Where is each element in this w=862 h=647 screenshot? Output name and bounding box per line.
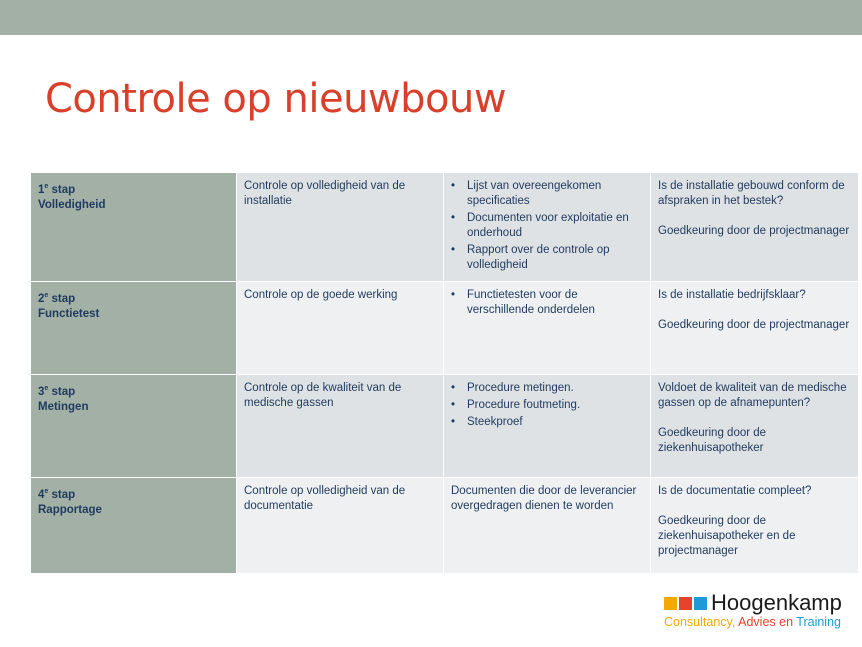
question-cell	[651, 478, 859, 574]
step-cell	[31, 478, 237, 574]
items-cell	[444, 173, 651, 282]
slide-title: Controle op nieuwbouw	[45, 76, 507, 122]
list-item: • Procedure foutmeting.	[451, 398, 643, 413]
logo-square-red	[679, 597, 692, 610]
company-logo	[664, 590, 842, 616]
question-text: Voldoet de kwaliteit van de medische gassen op de afnamepunten?	[658, 382, 847, 409]
step-name: Metingen	[38, 400, 89, 413]
items-cell	[444, 282, 651, 375]
step-number: 4e stap	[38, 488, 76, 501]
logo-square-yellow	[664, 597, 677, 610]
approval-text: Goedkeuring door de ziekenhuisapotheker en de projectmanager	[658, 515, 796, 557]
control-cell: Controle op volledigheid van de installatie	[237, 173, 444, 282]
control-cell: Controle op de kwaliteit van de medische gassen	[237, 375, 444, 478]
list-item: • Lijst van overeengekomen specificaties	[451, 179, 643, 209]
logo-square-blue	[694, 597, 707, 610]
steps-table	[31, 173, 859, 574]
question-cell	[651, 375, 859, 478]
question-text: Is de installatie bedrijfsklaar?	[658, 289, 806, 301]
list-item: • Rapport over de controle op volledigheid	[451, 243, 643, 273]
approval-text: Goedkeuring door de ziekenhuisapotheker	[658, 427, 767, 454]
list-item: • Documenten voor exploitatie en onderhoud	[451, 211, 643, 241]
control-cell: Controle op de goede werking	[237, 282, 444, 375]
step-number: 3e stap	[38, 385, 76, 398]
table-row	[31, 173, 859, 282]
logo-tagline	[664, 615, 841, 629]
step-name: Functietest	[38, 307, 100, 320]
step-cell	[31, 282, 237, 375]
list-item: • Functietesten voor de verschillende onderdelen	[451, 288, 643, 318]
logo-brand-text: Hoogenkamp	[711, 590, 842, 615]
approval-text: Goedkeuring door de projectmanager	[658, 319, 850, 331]
step-cell	[31, 375, 237, 478]
list-item: • Steekproef	[451, 415, 643, 430]
approval-text: Goedkeuring door de projectmanager	[658, 225, 850, 237]
step-name: Rapportage	[38, 503, 102, 516]
question-text: Is de documentatie compleet?	[658, 485, 812, 497]
tagline-part-1: Consultancy,	[664, 615, 739, 629]
question-cell	[651, 173, 859, 282]
control-cell: Controle op volledigheid van de documentatie	[237, 478, 444, 574]
items-cell	[444, 375, 651, 478]
table-row	[31, 478, 859, 574]
top-bar	[0, 0, 862, 35]
items-cell: Documenten die door de leverancier overgedragen dienen te worden	[444, 478, 651, 574]
step-number: 2e stap	[38, 292, 76, 305]
tagline-part-2: Advies en	[738, 615, 797, 629]
step-number: 1e stap	[38, 183, 76, 196]
list-item: • Procedure metingen.	[451, 381, 643, 396]
table-row	[31, 375, 859, 478]
question-cell	[651, 282, 859, 375]
step-name: Volledigheid	[38, 198, 106, 211]
table-row	[31, 282, 859, 375]
tagline-part-3: Training	[796, 615, 841, 629]
step-cell	[31, 173, 237, 282]
question-text: Is de installatie gebouwd conform de afspraken in het bestek?	[658, 180, 845, 207]
